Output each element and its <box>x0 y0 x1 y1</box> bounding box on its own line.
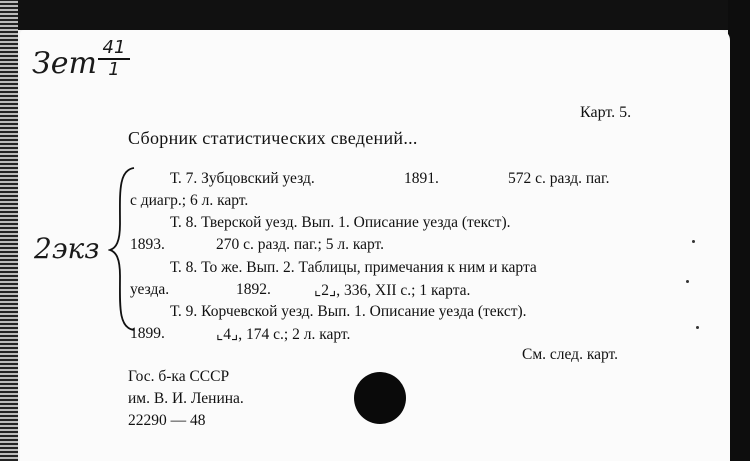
entry-line: ⌞4⌟, 174 с.; 2 л. карт. <box>216 326 351 343</box>
scan-border-left <box>0 0 18 461</box>
punch-hole <box>354 372 406 424</box>
shelfmark-fraction-bottom: 1 <box>108 59 120 80</box>
library-dedication: им. В. И. Ленина. <box>128 390 244 407</box>
library-code: 22290 — 48 <box>128 412 206 429</box>
entry-line: 270 с. разд. паг.; 5 л. карт. <box>216 236 385 253</box>
shelfmark-code: Зет <box>32 46 97 81</box>
speck <box>696 326 699 329</box>
copies-note: 2экз <box>34 232 100 265</box>
entry-line: с диагр.; 6 л. карт. <box>130 192 249 209</box>
entry-line: Т. 8. То же. Вып. 2. Таблицы, примечания к ним и карта <box>170 259 537 276</box>
entry-line: 1893. <box>130 236 165 253</box>
shelfmark-fraction <box>98 38 130 80</box>
card-title: Сборник статистических сведений... <box>128 128 418 148</box>
catalog-card <box>20 30 730 461</box>
card-number: Карт. 5. <box>580 104 632 121</box>
entry-line: Т. 8. Тверской уезд. Вып. 1. Описание уезда (текст). <box>170 214 511 231</box>
entry-line: 1892. <box>236 281 271 298</box>
entry-line: ⌞2⌟, 336, XII с.; 1 карта. <box>314 282 471 299</box>
scan-border-top <box>0 0 750 30</box>
scan-border-right <box>728 0 750 461</box>
speck <box>686 280 689 283</box>
entry-line: уезда. <box>130 281 170 298</box>
library-name: Гос. б-ка СССР <box>128 368 230 385</box>
entry-line: Т. 9. Корчевской уезд. Вып. 1. Описание уезда (текст). <box>170 303 527 320</box>
entry-line: 572 с. разд. паг. <box>508 170 610 187</box>
entry-line: 1891. <box>404 170 439 187</box>
entry-line: Т. 7. Зубцовский уезд. <box>170 170 315 187</box>
continued-note: См. след. карт. <box>522 346 619 363</box>
shelfmark-fraction-top: 41 <box>98 38 130 60</box>
speck <box>692 240 695 243</box>
entry-line: 1899. <box>130 325 165 342</box>
